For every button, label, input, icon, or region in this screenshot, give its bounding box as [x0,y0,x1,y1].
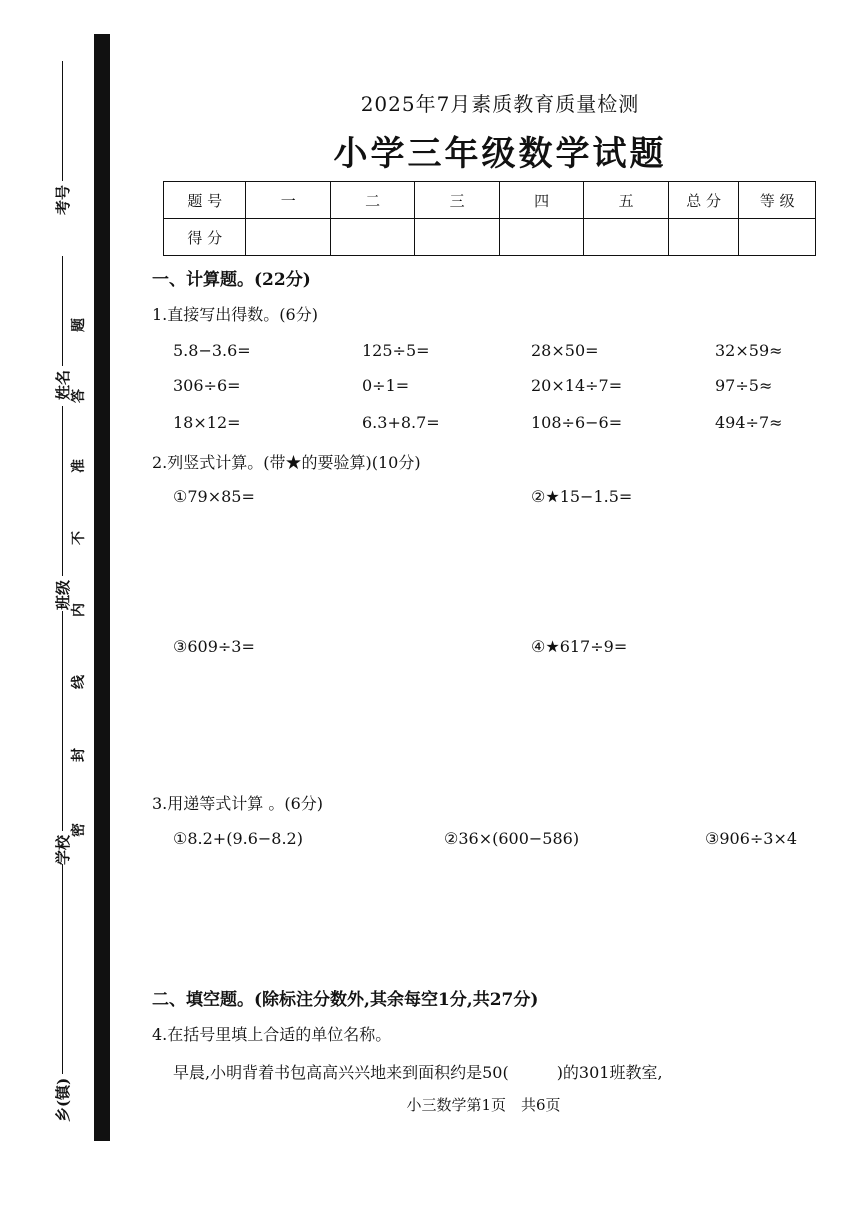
seal-char: 内 [71,603,87,617]
name-label: 姓名 [54,369,72,400]
q1-item: 0÷1= [362,376,410,395]
q1-item: 18×12= [173,413,241,432]
school-label: 学校 [54,834,72,865]
seal-char: 准 [71,459,87,473]
score-table [163,181,816,256]
section2-title: 二、填空题。(除标注分数外,其余每空1分,共27分) [152,990,539,1010]
score-header-cell: 三 [415,182,499,219]
score-cell[interactable] [246,219,330,256]
score-cell[interactable] [499,219,583,256]
seal-char: 题 [71,318,87,332]
exam-number-label: 考号 [54,184,72,215]
school-line [62,611,63,831]
q4-text: 早晨,小明背着书包高高兴兴地来到面积约是50( )的301班教室, [173,1063,663,1082]
exam-title: 小学三年级数学试题 [333,134,667,174]
score-table-score-row [164,219,816,256]
q1-item: 28×50= [531,341,599,360]
q2-title: 2.列竖式计算。(带★的要验算)(10分) [152,453,421,472]
score-header-cell: 题 号 [164,182,246,219]
seal-char: 封 [71,748,87,762]
q1-item: 125÷5= [362,341,430,360]
score-header-cell: 等 级 [739,182,816,219]
binding-bar [94,34,110,1141]
q1-item: 306÷6= [173,376,241,395]
town-label: 乡(镇) [54,1077,72,1122]
q1-item: 97÷5≈ [715,376,773,395]
seal-char: 不 [71,531,87,545]
q2-item: ①79×85= [173,487,255,506]
town-line [62,864,63,1074]
q3-title: 3.用递等式计算 。(6分) [152,794,324,813]
q2-item: ③609÷3= [173,637,255,656]
score-header-cell: 一 [246,182,330,219]
score-cell[interactable] [584,219,668,256]
score-header-cell: 五 [584,182,668,219]
q2-item: ②★15−1.5= [531,487,633,506]
score-cell[interactable] [330,219,414,256]
class-line [62,406,63,576]
q2-item: ④★617÷9= [531,637,628,656]
q1-item: 32×59≈ [715,341,783,360]
score-table-header-row [164,182,816,219]
q1-item: 494÷7≈ [715,413,783,432]
score-header-cell: 总 分 [668,182,739,219]
town-field [52,864,73,1122]
q1-item: 6.3+8.7= [362,413,440,432]
score-cell[interactable] [668,219,739,256]
score-cell[interactable] [739,219,816,256]
name-line [62,256,63,366]
q1-item: 108÷6−6= [531,413,623,432]
q1-title: 1.直接写出得数。(6分) [152,305,318,324]
q3-item: ③906÷3×4 [705,829,798,848]
q1-item: 5.8−3.6= [173,341,251,360]
exam-subtitle: 2025年7月素质教育质量检测 [360,92,640,116]
score-row-label: 得 分 [164,219,246,256]
score-cell[interactable] [415,219,499,256]
q3-item: ②36×(600−586) [444,829,580,848]
class-field [52,406,73,610]
page-footer: 小三数学第1页 共6页 [406,1096,561,1114]
q4-title: 4.在括号里填上合适的单位名称。 [152,1025,392,1044]
class-label: 班级 [54,579,72,610]
q1-item: 20×14÷7= [531,376,623,395]
q3-item: ①8.2+(9.6−8.2) [173,829,303,848]
seal-char: 线 [71,675,87,689]
score-header-cell: 二 [330,182,414,219]
section1-title: 一、计算题。(22分) [152,270,311,290]
score-header-cell: 四 [499,182,583,219]
seal-char: 密 [71,823,87,837]
seal-char: 答 [71,389,87,403]
